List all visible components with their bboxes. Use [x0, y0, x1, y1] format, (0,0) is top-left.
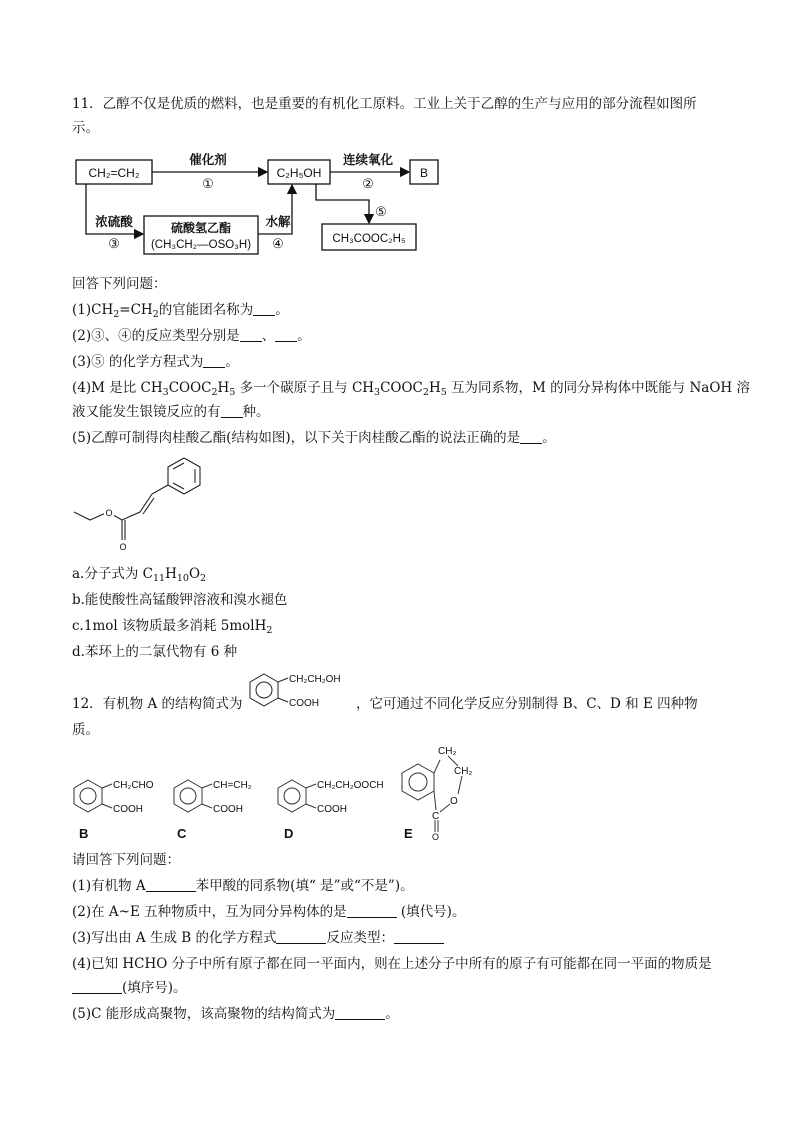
q12-intro-line2: 质。	[72, 722, 99, 738]
answer-blank[interactable]	[221, 403, 243, 418]
svg-text:COOH: COOH	[113, 804, 143, 815]
flow-label-2: 连续氧化	[342, 152, 394, 167]
q11-sub4-line1: (4)M 是比 $CH_3COOC_2H_5$ 多一个碳原子且与 $CH_3COOC_2H_5$ 互为同系物，M 的同分异构体中既能与 NaOH 溶	[72, 380, 750, 398]
svg-text:CH₂CH₂OOCH: CH₂CH₂OOCH	[317, 780, 384, 791]
svg-text:COOH: COOH	[289, 698, 319, 709]
q12-sub4-line2: (填序号)。	[72, 978, 187, 998]
answer-blank[interactable]	[72, 979, 122, 994]
answer-blank[interactable]	[146, 877, 196, 892]
q11-sub3: (3)⑤ 的化学方程式为 。	[72, 354, 239, 370]
flow-num-2: ②	[362, 177, 374, 192]
svg-text:CH=CH₂: CH=CH₂	[213, 780, 252, 791]
flow-text-ethanol: C₂H₅OH	[276, 166, 322, 180]
answer-blank[interactable]	[520, 429, 542, 444]
label-c: C	[177, 826, 187, 841]
answer-blank[interactable]	[203, 353, 225, 368]
svg-text:COOH: COOH	[213, 804, 243, 815]
q12-sub2: (2)在 A~E 五种物质中，互为同分异构体的是 (填代号)。	[72, 904, 466, 920]
label-d: D	[284, 826, 294, 841]
svg-text:COOH: COOH	[317, 804, 347, 815]
flow-text-ester: CH₃COOC₂H₅	[332, 233, 406, 245]
q11-answer-prompt: 回答下列问题：	[72, 276, 167, 292]
flow-num-3: ③	[108, 237, 120, 252]
q11-intro-line1: 11．乙醇不仅是优质的燃料，也是重要的有机化工原料。工业上关于乙醇的生产与应用的部分流程如图所	[72, 96, 697, 112]
q12-intro-a: 12．有机物 A 的结构简式为	[72, 696, 243, 712]
label-e: E	[404, 826, 413, 841]
q11-sub4-line2: 液又能发生银镜反应的有 种。	[72, 404, 270, 420]
svg-text:CH₂CHO: CH₂CHO	[113, 780, 154, 791]
structure-a	[244, 668, 354, 714]
svg-text:CH₂: CH₂	[454, 766, 473, 777]
flow-num-1: ①	[202, 177, 214, 192]
label-b: B	[79, 826, 89, 841]
q12-sub1: (1)有机物 A 苯甲酸的同系物(填“ 是”或“不是”)。	[72, 878, 414, 894]
flow-text-b: B	[419, 166, 429, 180]
ethyl-cinnamate-structure	[70, 452, 220, 558]
q11-option-c: c.1mol 该物质最多消耗 5molH$_2$	[72, 618, 273, 636]
q12-sub4-line1: (4)已知 HCHO 分子中所有原子都在同一平面内，则在上述分子中所有的原子有可能都在同一平面的物质是	[72, 956, 712, 972]
answer-blank[interactable]	[240, 327, 262, 342]
flow-text-sulfate-name: 硫酸氢乙酯	[170, 221, 232, 235]
answer-blank[interactable]	[275, 327, 297, 342]
flow-arrow-5	[316, 184, 369, 223]
svg-text:C: C	[432, 811, 440, 822]
flow-num-5: ⑤	[375, 205, 387, 220]
flow-num-4: ④	[272, 237, 284, 252]
flow-label-1: 催化剂	[189, 152, 227, 167]
svg-text:O: O	[450, 796, 458, 807]
q12-sub5: (5)C 能形成高聚物，该高聚物的结构简式为 。	[72, 1006, 399, 1022]
q11-option-a: a.分子式为 $C_{11}H_{10}O_2$	[72, 566, 207, 584]
answer-blank[interactable]	[253, 301, 275, 316]
q12-sub3: (3)写出由 A 生成 B 的化学方程式 反应类型：	[72, 928, 444, 948]
flow-text-ethene: CH₂=CH₂	[88, 166, 140, 180]
q12-prompt: 请回答下列问题：	[72, 852, 180, 868]
answer-blank[interactable]	[276, 929, 326, 944]
q11-sub1: $(1)CH_2=CH_2$的官能团名称为 。	[72, 302, 289, 320]
svg-text:CH₂CH₂OH: CH₂CH₂OH	[289, 674, 341, 685]
flow-label-3: 浓硫酸	[95, 214, 133, 229]
svg-text:O: O	[105, 508, 113, 518]
answer-blank[interactable]	[347, 903, 397, 918]
structures-bcde	[66, 742, 486, 840]
q11-sub5: (5)乙醇可制得肉桂酸乙酯(结构如图)，以下关于肉桂酸乙酯的说法正确的是 。	[72, 430, 556, 446]
answer-blank[interactable]	[335, 1005, 385, 1020]
q11-option-b: b.能使酸性高锰酸钾溶液和溴水褪色	[72, 592, 288, 608]
q11-option-d: d.苯环上的二氯代物有 6 种	[72, 644, 238, 660]
svg-text:CH₂: CH₂	[438, 746, 457, 757]
q11-intro-line2: 示。	[72, 120, 99, 136]
answer-blank[interactable]	[394, 929, 444, 944]
q11-flow-diagram	[70, 148, 450, 260]
flow-text-sulfate-formula: (CH₃CH₂—OSO₃H)	[150, 239, 252, 251]
q12-intro-b: ，它可通过不同化学反应分别制得 B、C、D 和 E 四种物	[356, 696, 698, 712]
svg-text:O: O	[119, 542, 127, 552]
flow-label-4: 水解	[265, 214, 291, 229]
svg-text:O: O	[432, 832, 440, 840]
q11-sub2: (2)③、④的反应类型分别是 、 。	[72, 328, 311, 344]
